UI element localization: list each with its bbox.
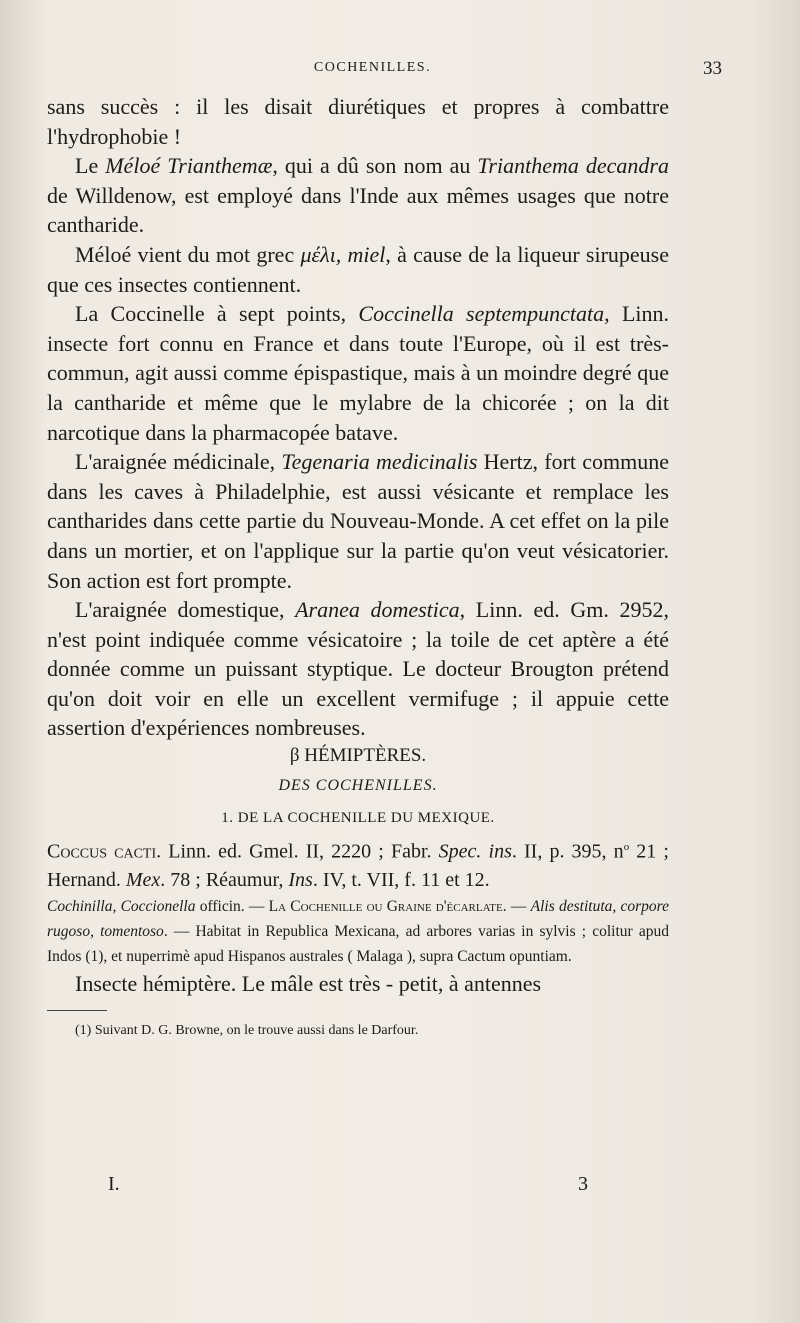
species-name: Tegenaria medicinalis <box>281 449 478 475</box>
species-name: Coccinella septempunctata <box>358 301 605 327</box>
text-run: Méloé vient du mot grec <box>75 241 301 267</box>
text-run: L'araignée domestique, <box>75 597 296 623</box>
latin-description <box>47 894 669 969</box>
species-name: Trianthema decandra <box>477 153 669 179</box>
signature-left: I. <box>108 1173 120 1195</box>
text-run: officin. — <box>195 897 269 915</box>
footnote-rule <box>47 1010 107 1011</box>
paragraph-0: sans succès : il les disait diurétiques et propres à combattre l'hydrophobie ! <box>47 94 669 149</box>
paragraph-etymology <box>47 240 669 299</box>
paragraph-araignee-medicinale <box>47 447 669 595</box>
heading-des-cochenilles: DES COCHENILLES. <box>278 777 438 795</box>
text-run: . IV, t. VII, f. 11 et 12. <box>312 868 490 891</box>
text-body <box>47 92 669 1041</box>
text-run: . 78 ; Réaumur, <box>160 868 289 891</box>
heading-cochenille-mexique: 1. DE LA COCHENILLE DU MEXIQUE. <box>221 810 495 827</box>
text-run: 21 ; Hernand. <box>47 840 669 891</box>
species-name: Méloé Trianthemæ <box>105 153 273 179</box>
running-title: COCHENILLES. <box>313 60 432 75</box>
species-name: Aranea domestica <box>295 597 460 623</box>
running-header <box>75 58 722 90</box>
footnote: (1) Suivant D. G. Browne, on le trouve aussi dans le Darfour. <box>75 1022 419 1038</box>
text-run: La Coccinelle à sept points, <box>75 301 359 327</box>
text-run: L'araignée médicinale, <box>75 449 282 475</box>
paragraph-araignee-domestique <box>47 595 669 743</box>
text-run: Mex <box>125 868 161 891</box>
text-run: . II, p. 395, n <box>511 840 624 863</box>
text-run: . — Habitat in Republica Mexicana, ad arbores varias in sylvis ; colitur apud Indos (1), et nuperrimè apud Hispanos australes ( Malaga ), supra Cactum opuntiam. <box>47 922 669 965</box>
taxon-name: Coccus cacti <box>47 840 157 863</box>
paragraph-coccinelle <box>47 299 669 447</box>
heading-hemipteres: β HÉMIPTÈRES. <box>289 745 427 767</box>
text-run: . Linn. ed. Gmel. II, 2220 ; Fabr. <box>156 840 439 863</box>
text-run: Alis destituta, corpore rugoso, tomentoso <box>47 897 669 940</box>
synonymy-reference <box>47 833 669 894</box>
text-run: , qui a dû son nom au <box>272 153 478 179</box>
greek-word: μέλι, miel <box>300 241 386 267</box>
text-run: o <box>623 841 630 854</box>
text-run: Hertz, fort commune dans les caves à Philadelphie, est aussi vésicante et remplace les cantharides dans cette partie du Nouveau-Monde. A cet effet on la pile dans un mortier, et on l'applique sur la partie qu'on veut vésicatorier. Son action est fort prompte. <box>47 449 669 593</box>
text-run: . — <box>502 897 531 915</box>
paragraph-meloe <box>47 151 669 240</box>
text-run: Spec. ins <box>438 840 512 863</box>
text-run: , Linn. insecte fort connu en France et dans toute l'Europe, où il est très-commun, agit aussi comme épispastique, mais à un moindre degré que la cantharide et même que le mylabre de la chicorée ; on la dit narcotique dans la pharmacopée batave. <box>47 301 670 445</box>
paragraph-insecte: Insecte hémiptère. Le mâle est très - petit, à antennes <box>75 970 542 996</box>
text-run: Ins <box>288 868 313 891</box>
text-run: , Linn. ed. Gm. 2952, n'est point indiquée comme vésicatoire ; la toile de cet aptère a été donnée comme un puissant styptique. Le docteur Brougton prétend qu'on doit voir en elle un excellent vermifuge ; il appuie cette assertion d'expériences nombreuses. <box>47 597 669 741</box>
text-run: de Willdenow, est employé dans l'Inde aux mêmes usages que notre cantharide. <box>47 182 669 238</box>
text-run: Le <box>75 153 106 179</box>
signature-line <box>108 1173 608 1196</box>
text-run: La Cochenille ou Graine d'écarlate <box>268 897 503 915</box>
signature-right: 3 <box>578 1173 588 1195</box>
text-run: , à cause de la liqueur sirupeuse que ces insectes contiennent. <box>47 241 669 297</box>
text-run: Cochinilla, Coccionella <box>47 897 196 915</box>
page-number: 33 <box>703 58 722 79</box>
